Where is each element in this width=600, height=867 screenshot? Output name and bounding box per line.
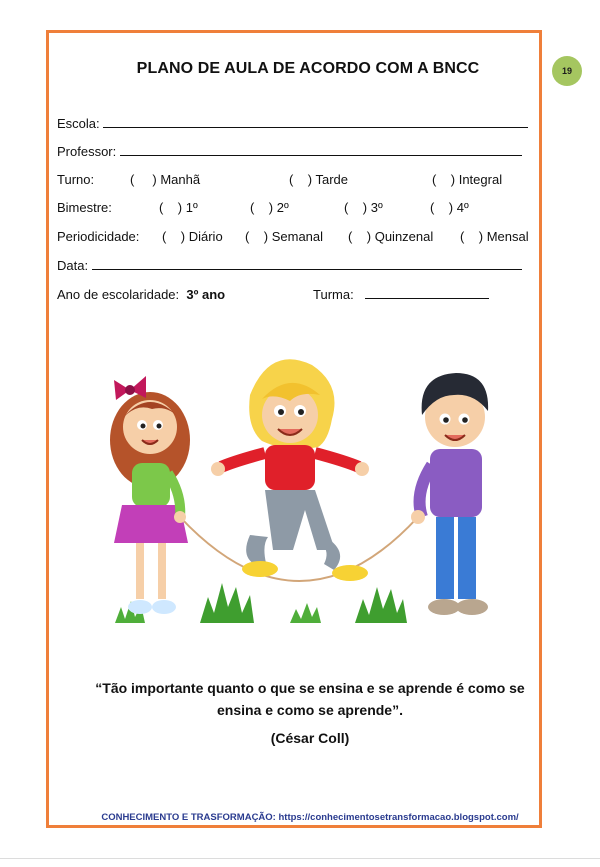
bottom-divider	[0, 858, 600, 859]
professor-label: Professor:	[57, 144, 117, 159]
quote-line-1: “Tão importante quanto o que se ensina e se aprende é como se	[95, 680, 525, 696]
professor-row	[57, 144, 522, 159]
bimestre-option-1[interactable]: ( ) 1º	[159, 200, 198, 215]
footer-url-link[interactable]: https://conhecimentosetransformacao.blogspot.com/	[278, 812, 519, 823]
turno-label: Turno:	[57, 172, 95, 187]
turno-option-manha[interactable]: ( ) Manhã	[130, 172, 201, 187]
escola-field[interactable]	[103, 117, 528, 128]
periodicidade-option-semanal[interactable]: ( ) Semanal	[245, 229, 324, 244]
bimestre-option-2[interactable]: ( ) 2º	[250, 200, 289, 215]
escola-row	[57, 116, 528, 131]
ano-row	[57, 287, 225, 302]
periodicidade-label: Periodicidade:	[57, 229, 140, 244]
data-label: Data:	[57, 258, 89, 273]
professor-field[interactable]	[120, 145, 522, 156]
ano-label: Ano de escolaridade:	[57, 287, 180, 302]
turma-row	[313, 287, 489, 302]
turma-label: Turma:	[313, 287, 354, 302]
ano-value: 3º ano	[186, 287, 226, 302]
girl-figure	[110, 376, 190, 614]
bimestre-label: Bimestre:	[57, 200, 112, 215]
periodicidade-option-diario[interactable]: ( ) Diário	[162, 229, 223, 244]
turno-option-tarde[interactable]: ( ) Tarde	[289, 172, 349, 187]
periodicidade-option-mensal[interactable]: ( ) Mensal	[460, 229, 529, 244]
periodicidade-option-quinzenal[interactable]: ( ) Quinzenal	[348, 229, 434, 244]
turno-option-integral[interactable]: ( ) Integral	[432, 172, 503, 187]
quote-line-2: ensina e como se aprende”.	[217, 702, 403, 718]
footer-label: CONHECIMENTO E TRASFORMAÇÃO:	[101, 812, 276, 823]
data-field[interactable]	[92, 259, 522, 270]
quote-author: (César Coll)	[270, 730, 350, 746]
turma-field[interactable]	[365, 288, 489, 299]
page-title: PLANO DE AULA DE ACORDO COM A BNCC	[136, 60, 480, 77]
boy-figure	[411, 373, 488, 615]
quote-block	[80, 677, 540, 721]
bimestre-option-4[interactable]: ( ) 4º	[430, 200, 469, 215]
children-jump-rope-illustration	[100, 345, 520, 635]
middle-child-figure	[211, 359, 369, 581]
page-number-badge: 19	[552, 56, 582, 86]
escola-label: Escola:	[57, 116, 100, 131]
footer	[80, 812, 540, 823]
bimestre-option-3[interactable]: ( ) 3º	[344, 200, 383, 215]
data-row	[57, 258, 522, 273]
